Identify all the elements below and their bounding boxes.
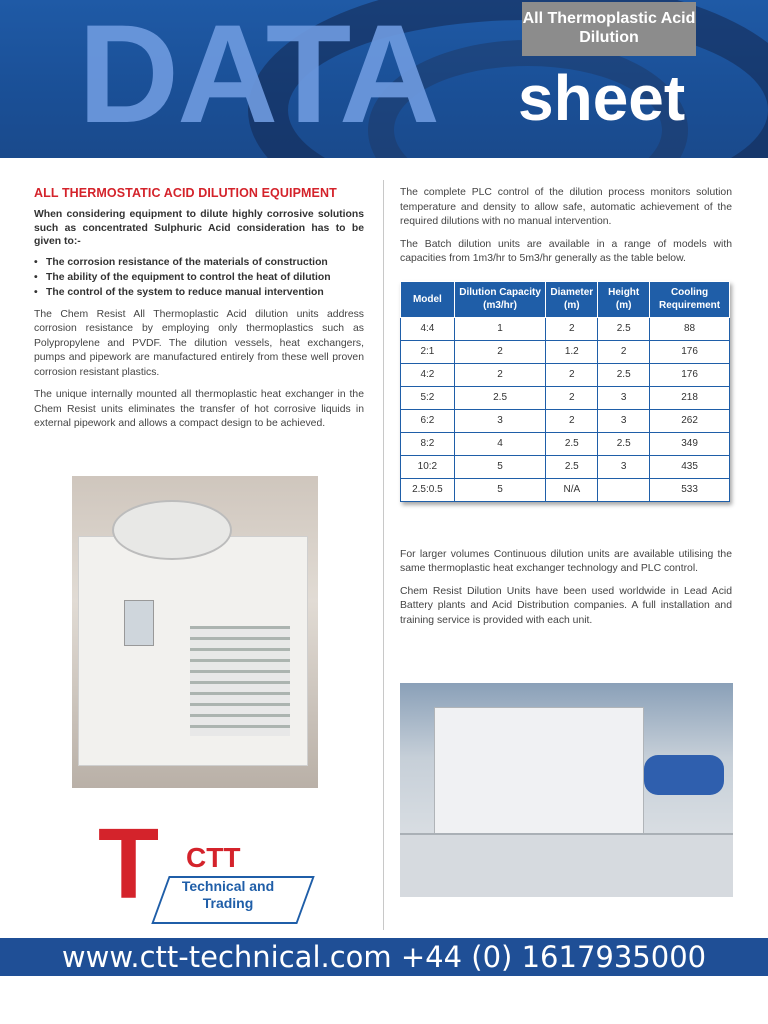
table-cell: 2.5:0.5	[401, 478, 455, 501]
table-cell: 2.5	[546, 455, 598, 478]
list-item: • The control of the system to reduce manual intervention	[34, 285, 364, 300]
table-row	[401, 455, 730, 478]
table-cell: 2	[598, 340, 650, 363]
table-cell: 533	[650, 478, 730, 501]
table-cell: 1	[454, 317, 546, 340]
table-cell: 8:2	[401, 432, 455, 455]
table-cell: 4	[454, 432, 546, 455]
continuous-unit-photo	[400, 683, 733, 897]
table-cell: 2.5	[598, 317, 650, 340]
column-header: Cooling Requirement	[650, 281, 730, 317]
blue-tank-shape	[644, 755, 724, 795]
column-header: Height (m)	[598, 281, 650, 317]
table-row	[401, 363, 730, 386]
body-paragraph: Chem Resist Dilution Units have been used worldwide in Lead Acid Battery plants and Acid Distribution companies. A full installation and training service is provided with each unit.	[400, 585, 732, 626]
column-header: Dilution Capacity (m3/hr)	[454, 281, 546, 317]
table-cell: 2	[546, 317, 598, 340]
table-cell: 3	[454, 409, 546, 432]
table-cell: 2	[454, 363, 546, 386]
logo-name: CTT	[186, 842, 241, 873]
table-cell: 5	[454, 455, 546, 478]
model-spec-table	[400, 281, 730, 502]
table-cell: 262	[650, 409, 730, 432]
table-header-row	[401, 281, 730, 317]
header-banner	[0, 0, 768, 158]
list-item: • The ability of the equipment to control the heat of dilution	[34, 270, 364, 285]
table-cell: 3	[598, 455, 650, 478]
sheet-heading: sheet	[518, 62, 686, 134]
data-heading: DATA	[78, 0, 439, 152]
body-paragraph: The complete PLC control of the dilution process monitors solution temperature and density to allow safe, automatic achievement of the required dilutions with no manual intervention.	[400, 187, 732, 227]
column-divider	[383, 180, 384, 930]
product-badge: All Thermoplastic Acid Dilution	[522, 2, 696, 56]
frame-shape	[434, 707, 644, 835]
table-row	[401, 409, 730, 432]
table-cell: 2.5	[454, 386, 546, 409]
considerations-list	[34, 255, 364, 300]
table-cell: 2	[546, 386, 598, 409]
table-cell: 10:2	[401, 455, 455, 478]
vessel-lid-shape	[112, 500, 232, 560]
table-row	[401, 386, 730, 409]
table-cell: 2	[546, 409, 598, 432]
table-cell: 5:2	[401, 386, 455, 409]
table-cell: 349	[650, 432, 730, 455]
table-cell: 176	[650, 363, 730, 386]
column-header: Model	[401, 281, 455, 317]
table-cell: 2.5	[546, 432, 598, 455]
table-row	[401, 432, 730, 455]
body-paragraph: The Batch dilution units are available in a range of models with capacities from 1m3/hr to 5m3/hr generally as the table below.	[400, 238, 732, 264]
pipework-shape	[190, 626, 290, 736]
table-cell: 6:2	[401, 409, 455, 432]
table-cell: 2.5	[598, 363, 650, 386]
body-paragraph: The Chem Resist All Thermoplastic Acid dilution units address corrosion resistance by employing only thermoplastics such as Polypropylene and PVDF. The dilution vessels, heat exchangers, pumps and pipework are manufactured entirely from these well proven corrosion resistant plastics.	[34, 308, 364, 378]
table-cell: 4:4	[401, 317, 455, 340]
right-column	[400, 186, 732, 636]
table-cell: 88	[650, 317, 730, 340]
table-cell	[598, 478, 650, 501]
table-cell: 3	[598, 409, 650, 432]
control-panel-shape	[124, 600, 154, 646]
intro-paragraph: When considering equipment to dilute highly corrosive solutions such as concentrated Sulphuric Acid consideration has to be given to:-	[34, 209, 364, 247]
bund-shape	[400, 833, 733, 897]
table-cell: 1.2	[546, 340, 598, 363]
table-cell: 2	[546, 363, 598, 386]
table-cell: 2.5	[598, 432, 650, 455]
body-paragraph: The unique internally mounted all thermoplastic heat exchanger in the Chem Resist units eliminates the transfer of hot corrosive liquids in external pipework and allows a compact design to be achieved.	[34, 389, 364, 429]
table-cell: 5	[454, 478, 546, 501]
footer-contact: www.ctt-technical.com +44 (0) 1617935000	[0, 938, 768, 976]
table-row	[401, 478, 730, 501]
table-row	[401, 317, 730, 340]
table-cell: 435	[650, 455, 730, 478]
column-header: Diameter (m)	[546, 281, 598, 317]
table-cell: 4:2	[401, 363, 455, 386]
table-cell: 2	[454, 340, 546, 363]
logo-subtitle: Technical and Trading	[181, 878, 275, 911]
body-paragraph: For larger volumes Continuous dilution units are available utilising the same thermoplastic heat exchanger technology and PLC control.	[400, 548, 732, 574]
table-body	[401, 317, 730, 501]
section-title: ALL THERMOSTATIC ACID DILUTION EQUIPMENT	[34, 186, 337, 200]
table-cell: 176	[650, 340, 730, 363]
table-cell: N/A	[546, 478, 598, 501]
table-row	[401, 340, 730, 363]
table-cell: 3	[598, 386, 650, 409]
list-item: • The corrosion resistance of the materials of construction	[34, 255, 364, 270]
left-column	[34, 186, 364, 440]
logo-mark: T	[98, 808, 160, 920]
dilution-unit-photo	[72, 476, 318, 788]
table-cell: 218	[650, 386, 730, 409]
table-cell: 2:1	[401, 340, 455, 363]
ctt-logo	[98, 808, 308, 936]
